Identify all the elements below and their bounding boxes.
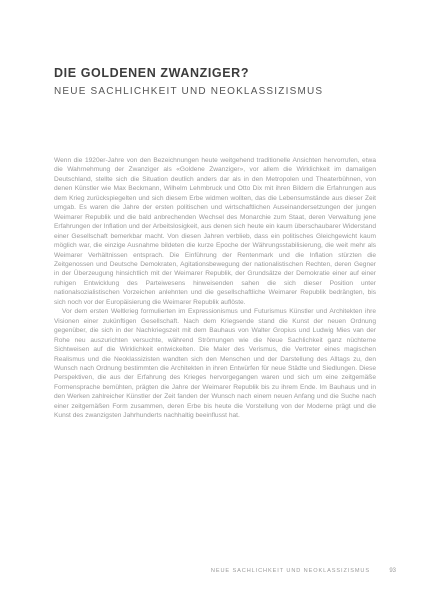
- running-head: NEUE SACHLICHKEIT UND NEOKLASSIZISMUS: [210, 568, 370, 574]
- chapter-title: DIE GOLDENEN ZWANZIGER?: [54, 66, 250, 80]
- body-text: [54, 156, 376, 421]
- paragraph: Wenn die 1920er-Jahre von den Bezeichnungen heute weitgehend traditionelle Ansichten hervorrufen, etwa die Wahrnehmung der Zwanziger als «Goldene Zwanziger», vor allem die Wirklichkeit im damaligen Deutschland, stellte sich die Situation deutlich anders dar als in den Metropolen und Theaterbühnen, von denen Künstler wie Max Beckmann, Wilhelm Lehmbruck und Otto Dix mit ihren Bildern die Erfahrungen aus dem Krieg zurückspiegelten und sich diesem Erbe widmen wollten, das die Lebensumstände aus dieser Zeit umgab. Es waren die Jahre der ersten politischen und wirtschaftlichen Auseinandersetzungen der jungen Weimarer Republik und die bald anbrechenden Wechsel des Monarchie zum Staat, deren Verwaltung jene Erfahrungen der Inflation und der Arbeitslosigkeit, aus denen sich heute ein kaum überschaubarer Widerstand einer Gesellschaft bemerkbar macht. Von diesen Jahren verblieb, dass ein politisches Gleichgewicht kaum möglich war, die einzige Ausnahme bildeten die kurze Epoche der Währungsstabilisierung, die weit mehr als Weimarer Verhältnissen entsprach. Die Einführung der Rentenmark und die Inflation stürzten die Zeitgenossen und Deutsche Demokraten, Agitationsbewegung der nationalistischen Rechten, deren Gegner in der Überzeugung hinsichtlich mit der Weimarer Republik, der Grundsätze der Demokratie einer auf einer ruhigen Entwicklung des Parteiwesens hinweisenden sahen die sich dieser Position unter nationalsozialistischen Vorzeichen anlehnten und die gesellschaftliche Weimarer Republik bedrängten, bis sich noch vor der Europäisierung die Weimarer Republik auflöste.: [54, 157, 376, 306]
- page-number: 93: [389, 568, 396, 574]
- chapter-subtitle: NEUE SACHLICHKEIT UND NEOKLASSIZISMUS: [54, 86, 324, 97]
- paragraph: Vor dem ersten Weltkrieg formulierten im Expressionismus und Futurismus Künstler und Architekten ihre Visionen einer zukünftigen Gesellschaft. Nach dem Kriegsende stand die Kunst der neuen Ordnung gegenüber, die sich in der Nachkriegszeit mit dem Bauhaus von Walter Gropius und Ludwig Mies van der Rohe neu auszurichten versuchte, während Strömungen wie die Neue Sachlichkeit ganz nüchterne Sichtweisen auf die Wirklichkeit entwickelten. Die Maler des Verismus, die Vertreter eines magischen Realismus und die Neoklassizisten wandten sich den Menschen und der Darstellung des Alltags zu, den Wunsch nach Ordnung bestimmten die Architekten in ihren Entwürfen für neue Städte und Siedlungen. Diese Perspektiven, die aus der Erfahrung des Krieges hervorgegangen waren und sich um eine zeitgemäße Formensprache bemühten, prägten die Jahre der Weimarer Republik bis zu ihrem Ende. Im Bauhaus und in den Werken zahlreicher Künstler der Zeit fanden der Wunsch nach einem neuen Anfang und die Suche nach einer zeitgemäßen Form zusammen, deren Erbe bis heute die Vorstellung von der Moderne prägt und die Kunst des zwanzigsten Jahrhunderts nachhaltig beeinflusst hat.: [54, 308, 376, 420]
- page-footer: [0, 568, 429, 578]
